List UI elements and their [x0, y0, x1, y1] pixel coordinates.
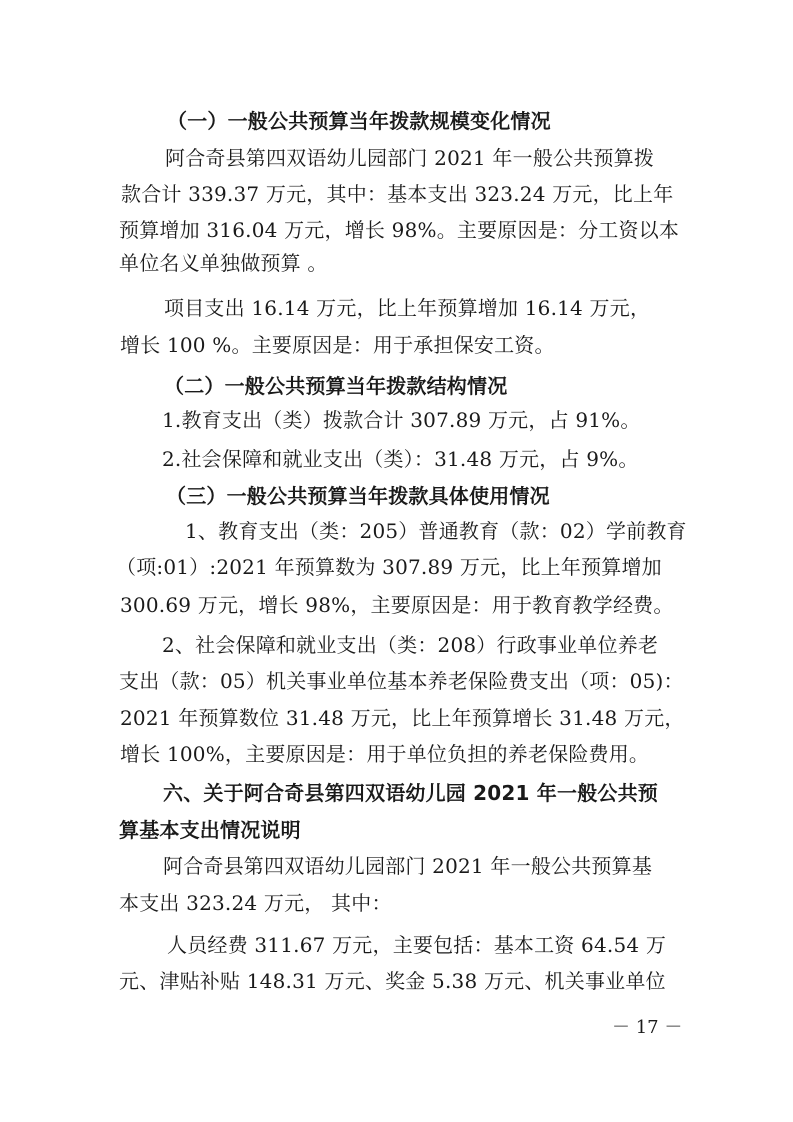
section-heading-allocation-scale: （一）一般公共预算当年拨款规模变化情况	[167, 109, 551, 133]
body-text-line: 单位名义单独做预算 。	[119, 251, 328, 275]
body-text-line: 增长 100%，主要原因是：用于单位负担的养老保险费用。	[120, 742, 650, 766]
body-text-line: 1、教育支出（类：205）普通教育（款：02）学前教育	[185, 519, 687, 543]
body-text-line: 1.教育支出（类）拨款合计 307.89 万元，占 91%。	[162, 408, 641, 432]
body-text-line: 元、津贴补贴 148.31 万元、奖金 5.38 万元、机关事业单位	[119, 969, 666, 993]
body-text-line: 阿合奇县第四双语幼儿园部门 2021 年一般公共预算基	[163, 854, 653, 878]
body-text-line: 2021 年预算数位 31.48 万元，比上年预算增长 31.48 万元，	[120, 706, 685, 730]
body-text-line: （项:01）:2021 年预算数为 307.89 万元，比上年预算增加	[116, 555, 662, 579]
body-text-line: 款合计 339.37 万元，其中：基本支出 323.24 万元，比上年	[121, 182, 674, 206]
page-number: － 17 －	[612, 1017, 683, 1038]
body-text-line: 预算增加 316.04 万元，增长 98%。主要原因是：分工资以本	[119, 218, 680, 242]
section-heading-allocation-usage: （三）一般公共预算当年拨款具体使用情况	[166, 484, 550, 508]
body-text-line: 本支出 323.24 万元， 其中：	[119, 891, 392, 915]
section-heading-basic-expenditure-cont: 算基本支出情况说明	[119, 818, 301, 842]
body-text-line: 2.社会保障和就业支出（类）：31.48 万元，占 9%。	[162, 447, 639, 471]
body-text-line: 300.69 万元，增长 98%，主要原因是：用于教育教学经费。	[120, 593, 674, 617]
section-heading-basic-expenditure: 六、关于阿合奇县第四双语幼儿园 2021 年一般公共预	[163, 781, 658, 805]
body-text-line: 支出（款：05）机关事业单位基本养老保险费支出（项：05)：	[119, 669, 684, 693]
body-text-line: 人员经费 311.67 万元，主要包括：基本工资 64.54 万	[167, 933, 667, 957]
section-heading-allocation-structure: （二）一般公共预算当年拨款结构情况	[164, 374, 508, 398]
body-text-line: 2、社会保障和就业支出（类：208）行政事业单位养老	[162, 633, 659, 657]
body-text-line: 项目支出 16.14 万元，比上年预算增加 16.14 万元，	[164, 296, 651, 320]
body-text-line: 增长 100 %。主要原因是：用于承担保安工资。	[120, 333, 555, 357]
body-text-line: 阿合奇县第四双语幼儿园部门 2021 年一般公共预算拨	[165, 146, 655, 170]
